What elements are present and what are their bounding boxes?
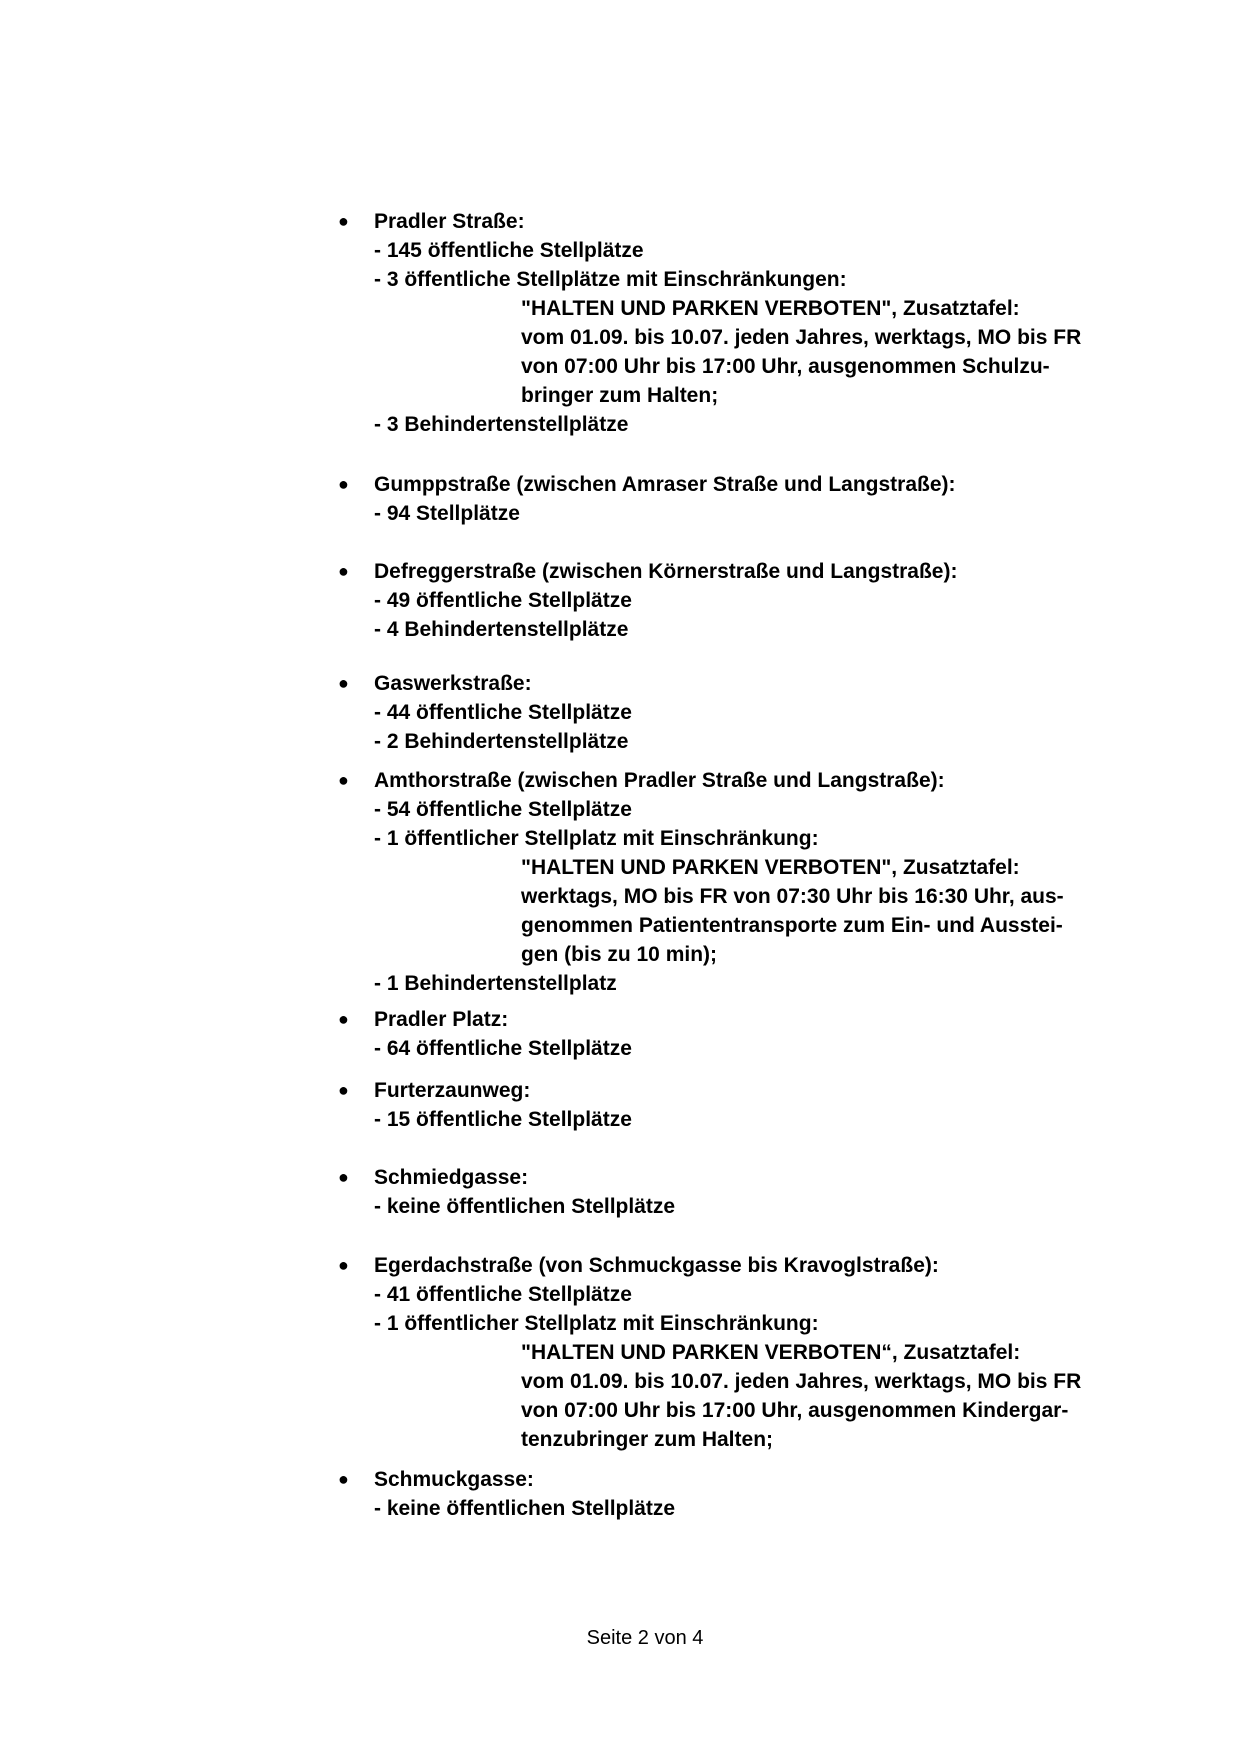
- restriction-line: vom 01.09. bis 10.07. jeden Jahres, werktags, MO bis FR: [521, 326, 1082, 349]
- list-item-schmiedgasse: [340, 1163, 1160, 1221]
- list-item-gaswerkstrasse: [340, 669, 1160, 756]
- list-item-schmuckgasse: [340, 1465, 1160, 1523]
- restriction-line: genommen Patiententransporte zum Ein- und Ausstei-: [521, 914, 1063, 937]
- parking-line: - 1 öffentlicher Stellplatz mit Einschränkung:: [374, 827, 819, 850]
- street-heading: Pradler Platz:: [374, 1008, 509, 1031]
- list-item-pradler-strasse: [340, 207, 1160, 439]
- restriction-line: bringer zum Halten;: [521, 384, 719, 407]
- street-heading: Gumppstraße (zwischen Amraser Straße und Langstraße):: [374, 473, 956, 496]
- parking-line: - 3 öffentliche Stellplätze mit Einschränkungen:: [374, 268, 847, 291]
- bullet-icon: ●: [338, 1167, 349, 1187]
- restriction-line: vom 01.09. bis 10.07. jeden Jahres, werktags, MO bis FR: [521, 1370, 1082, 1393]
- page-footer: Seite 2 von 4: [586, 1627, 704, 1649]
- street-heading: Schmuckgasse:: [374, 1468, 534, 1491]
- street-heading: Pradler Straße:: [374, 210, 525, 233]
- list-item-amthorstrasse: [340, 766, 1160, 998]
- restriction-line: "HALTEN UND PARKEN VERBOTEN", Zusatztafel:: [521, 856, 1020, 879]
- parking-line: - 44 öffentliche Stellplätze: [374, 701, 632, 724]
- parking-line: - 54 öffentliche Stellplätze: [374, 798, 632, 821]
- parking-line: - 15 öffentliche Stellplätze: [374, 1108, 632, 1131]
- list-item-defreggerstrasse: [340, 557, 1160, 644]
- parking-line: - 41 öffentliche Stellplätze: [374, 1283, 632, 1306]
- parking-line: - 145 öffentliche Stellplätze: [374, 239, 644, 262]
- street-heading: Gaswerkstraße:: [374, 672, 532, 695]
- bullet-icon: ●: [338, 1469, 349, 1489]
- parking-line: - 3 Behindertenstellplätze: [374, 413, 629, 436]
- street-heading: Amthorstraße (zwischen Pradler Straße und Langstraße):: [374, 769, 945, 792]
- bullet-icon: ●: [338, 770, 349, 790]
- street-heading: Defreggerstraße (zwischen Körnerstraße und Langstraße):: [374, 560, 958, 583]
- restriction-line: von 07:00 Uhr bis 17:00 Uhr, ausgenommen Kindergar-: [521, 1399, 1069, 1422]
- street-heading: Schmiedgasse:: [374, 1166, 529, 1189]
- list-item-furterzaunweg: [340, 1076, 1160, 1134]
- bullet-icon: ●: [338, 673, 349, 693]
- restriction-line: von 07:00 Uhr bis 17:00 Uhr, ausgenommen Schulzu-: [521, 355, 1050, 378]
- restriction-line: gen (bis zu 10 min);: [521, 943, 718, 966]
- restriction-line: werktags, MO bis FR von 07:30 Uhr bis 16:30 Uhr, aus-: [521, 885, 1064, 908]
- list-item-pradler-platz: [340, 1005, 1160, 1063]
- parking-line: - keine öffentlichen Stellplätze: [374, 1195, 676, 1218]
- parking-line: - keine öffentlichen Stellplätze: [374, 1497, 676, 1520]
- parking-line: - 64 öffentliche Stellplätze: [374, 1037, 632, 1060]
- bullet-icon: ●: [338, 1080, 349, 1100]
- parking-line: - 1 öffentlicher Stellplatz mit Einschränkung:: [374, 1312, 819, 1335]
- list-item-egerdachstrasse: [340, 1251, 1160, 1454]
- restriction-line: tenzubringer zum Halten;: [521, 1428, 774, 1451]
- parking-line: - 4 Behindertenstellplätze: [374, 618, 629, 641]
- parking-line: - 94 Stellplätze: [374, 502, 520, 525]
- bullet-icon: ●: [338, 1009, 349, 1029]
- bullet-icon: ●: [338, 474, 349, 494]
- parking-line: - 2 Behindertenstellplätze: [374, 730, 629, 753]
- street-heading: Egerdachstraße (von Schmuckgasse bis Kravoglstraße):: [374, 1254, 939, 1277]
- restriction-line: "HALTEN UND PARKEN VERBOTEN“, Zusatztafel:: [521, 1341, 1021, 1364]
- bullet-icon: ●: [338, 561, 349, 581]
- list-item-gumppstrasse: [340, 470, 1160, 528]
- street-heading: Furterzaunweg:: [374, 1079, 531, 1102]
- parking-line: - 1 Behindertenstellplatz: [374, 972, 617, 995]
- restriction-line: "HALTEN UND PARKEN VERBOTEN", Zusatztafel:: [521, 297, 1020, 320]
- bullet-icon: ●: [338, 211, 349, 231]
- bullet-icon: ●: [338, 1255, 349, 1275]
- parking-line: - 49 öffentliche Stellplätze: [374, 589, 632, 612]
